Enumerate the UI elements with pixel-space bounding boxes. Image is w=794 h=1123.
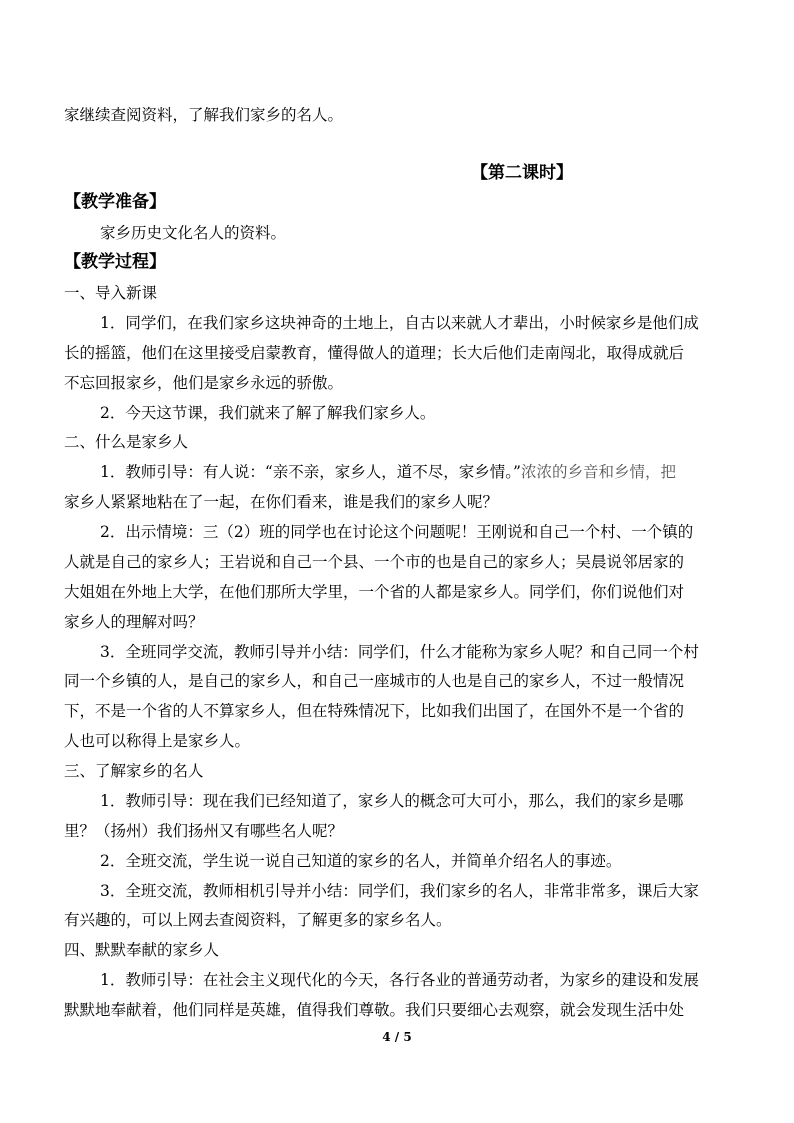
text-line: 下，不是一个省的人不算家乡人，但在特殊情况下，比如我们出国了，在国外不是一个省的 — [64, 702, 685, 720]
text-line: 家乡人的理解对吗？ — [64, 613, 204, 631]
text-line: 里？（扬州）我们扬州又有哪些名人呢？ — [64, 822, 344, 840]
text-line: 2．全班交流，学生说一说自己知道的家乡的名人，并简单介绍名人的事迹。 — [100, 852, 622, 870]
section-heading-process: 【教学过程】 — [64, 252, 166, 272]
text-line: 3．全班同学交流，教师引导并小结：同学们，什么才能称为家乡人呢？和自己同一个村 — [100, 643, 699, 661]
text-line: 2．今天这节课，我们就来了解了解我们家乡人。 — [100, 404, 436, 422]
text-line: 大姐姐在外地上大学，在他们那所大学里，一个省的人都是家乡人。同学们，你们说他们对 — [64, 583, 685, 601]
text-line: 同一个乡镇的人，是自己的家乡人，和自己一座城市的人也是自己的家乡人，不过一般情况 — [64, 672, 685, 690]
subsection-heading: 四、默默奉献的家乡人 — [64, 941, 220, 959]
text-line: 3．全班交流，教师相机引导并小结：同学们，我们家乡的名人，非常非常多，课后大家 — [100, 882, 699, 900]
text-line: 人就是自己的家乡人；王岩说和自己一个县、一个市的也是自己的家乡人；吴晨说邻居家的 — [64, 553, 685, 571]
text-line: 不忘回报家乡，他们是家乡永远的骄傲。 — [64, 374, 344, 392]
text-line: 2．出示情境：三（2）班的同学也在讨论这个问题呢！王刚说和自己一个村、一个镇的 — [100, 523, 694, 541]
text-line: 1．教师引导：现在我们已经知道了，家乡人的概念可大可小，那么，我们的家乡是哪 — [100, 792, 684, 810]
text-line: 长的摇篮，他们在这里接受启蒙教育，懂得做人的道理；长大后他们走南闯北，取得成就后 — [64, 344, 685, 362]
lesson-heading: 【第二课时】 — [471, 163, 573, 183]
text-line: 人也可以称得上是家乡人。 — [64, 732, 251, 750]
text-line: 家继续查阅资料，了解我们家乡的名人。 — [64, 106, 344, 124]
text-line: 默默地奉献着，他们同样是英雄，值得我们尊敬。我们只要细心去观察，就会发现生活中处 — [64, 1001, 685, 1019]
section-heading-preparation: 【教学准备】 — [64, 192, 166, 212]
text-line: 1．同学们，在我们家乡这块神奇的土地上，自古以来就人才辈出，小时候家乡是他们成 — [100, 314, 699, 332]
text-line: 家乡人紧紧地粘在了一起，在你们看来，谁是我们的家乡人呢？ — [64, 493, 499, 511]
text-line: 1．教师引导：有人说：“亲不亲，家乡人，道不尽，家乡情。”浓浓的乡音和乡情，把 — [100, 463, 676, 481]
text-line: 1．教师引导：在社会主义现代化的今天，各行各业的普通劳动者，为家乡的建设和发展 — [100, 971, 699, 989]
text-line: 家乡历史文化名人的资料。 — [100, 224, 287, 242]
text-line: 有兴趣的，可以上网去查阅资料，了解更多的家乡名人。 — [64, 911, 452, 929]
subsection-heading: 一、导入新课 — [64, 284, 158, 302]
subsection-heading: 二、什么是家乡人 — [64, 433, 189, 451]
subsection-heading: 三、了解家乡的名人 — [64, 762, 204, 780]
page-number: 4 / 5 — [382, 1030, 412, 1044]
